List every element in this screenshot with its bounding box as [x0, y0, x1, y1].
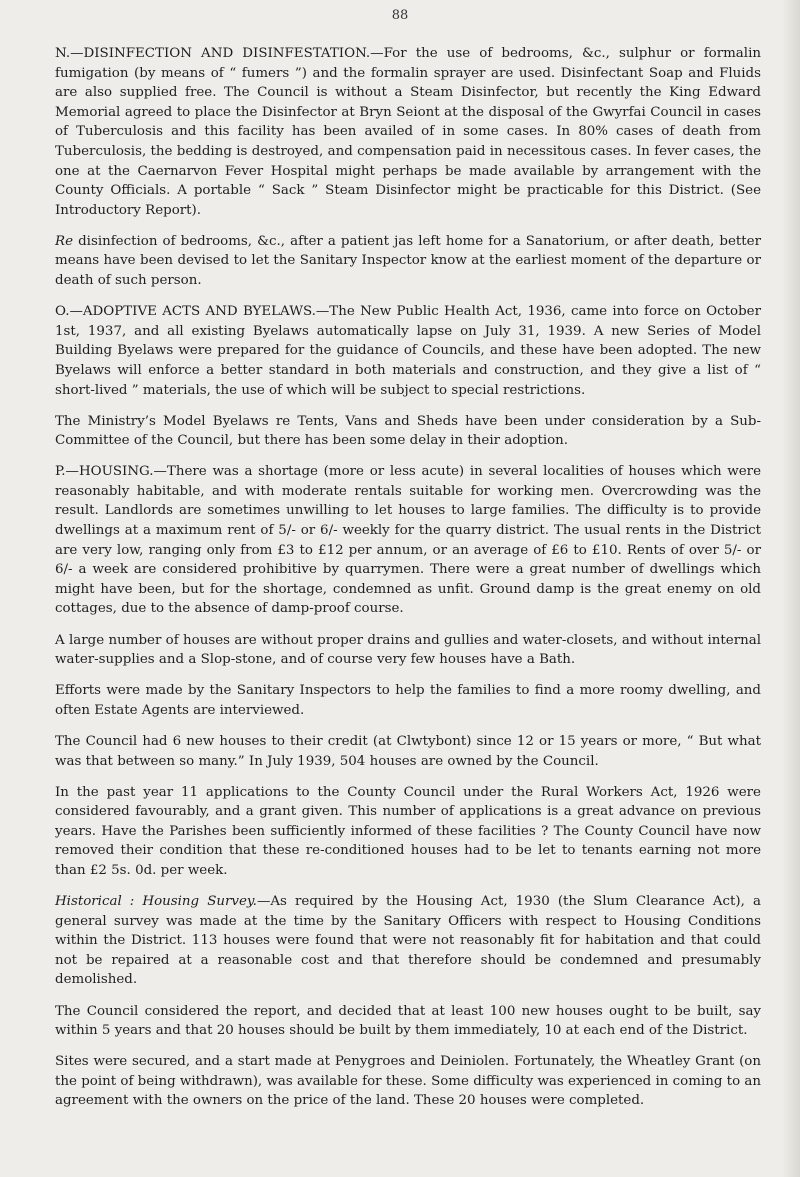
page-number: 88 — [391, 8, 409, 23]
paragraph-housing-survey — [55, 892, 761, 990]
paragraph-housing: P.—HOUSING.—There was a shortage (more or less acute) in several localities of houses which were reasonably habitable, and with moderate rentals suitable for working men. Overcrowding was the result. Landlords are sometimes unwilling to let houses to large families. The difficulty is to provide dwellings at a maximum rent of 5/- or 6/- weekly for the quarry district. The usual rents in the District are very low, ranging only from £3 to £12 per annum, or an average of £6 to £10. Rents of over 5/- or 6/- a week are considered prohibitive by quarrymen. There were a great number of dwellings which might have been, but for the shortage, condemned as unfit. Ground damp is the great enemy on old cottages, due to the absence of damp-proof course. — [55, 464, 761, 617]
paragraph-efforts: Efforts were made by the Sanitary Inspectors to help the families to find a more roomy dwelling, and often Estate Agents are interviewed. — [55, 683, 761, 718]
paragraph-rural-workers-act: In the past year 11 applications to the County Council under the Rural Workers Act, 1926 were considered favourably, and a grant given. This number of applications is a great advance on previous years. Have the Parishes been sufficiently informed of these facilities ? The County Council have now removed their condition that these re-conditioned houses had to be let to tenants earning not more than £2 5s. 0d. per week. — [55, 784, 761, 878]
document-body — [55, 44, 761, 1123]
paragraph-new-houses: The Council had 6 new houses to their credit (at Clwtybont) since 12 or 15 years or more, “ But what was that between so many.” In July 1939, 504 houses are owned by the Council. — [55, 733, 761, 769]
paragraph-drains: A large number of houses are without proper drains and gullies and water-closets, and without internal water-supplies and a Slop-stone, and of course very few houses have a Bath. — [55, 632, 761, 668]
paragraph-sites: Sites were secured, and a start made at Penygroes and Deiniolen. Fortunately, the Wheatley Grant (on the point of being withdrawn), was available for these. Some difficulty was experienced in coming to an agreement with the owners on the price of the land. These 20 houses were completed. — [55, 1054, 761, 1109]
italic-lead-re: Re — [55, 233, 74, 249]
paragraph-model-byelaws: The Ministry’s Model Byelaws re Tents, Vans and Sheds have been under consideration by a Sub-Committee of the Council, but there has been some delay in their adoption. — [55, 413, 761, 449]
paragraph-housing-survey-text: —As required by the Housing Act, 1930 (the Slum Clearance Act), a general survey was made at the time by the Sanitary Officers with respect to Housing Conditions within the District. 113 houses were found that were not reasonably fit for habitation and that could not be repaired at a reasonable cost and that therefore should be condemned and presumably demolished. — [55, 894, 761, 988]
paragraph-adoptive-acts: O.—ADOPTIVE ACTS AND BYELAWS.—The New Public Health Act, 1936, came into force on October 1st, 1937, and all existing Byelaws automatically lapse on July 31, 1939. A new Series of Model Building Byelaws were prepared for the guidance of Councils, and these have been adopted. The new Byelaws will enforce a better standard in both materials and construction, and they give a list of “ short-lived ” materials, the use of which will be subject to special restrictions. — [55, 304, 761, 398]
paragraph-re-disinfection-text: disinfection of bedrooms, &c., after a patient jas left home for a Sanatorium, or after death, better means have been devised to let the Sanitary Inspector know at the earliest moment of the departure or death of such person. — [55, 233, 761, 289]
paragraph-re-disinfection — [55, 232, 761, 291]
page-edge-shadow — [782, 0, 800, 1177]
paragraph-disinfection: N.—DISINFECTION AND DISINFESTATION.—For the use of bedrooms, &c., sulphur or formalin fumigation (by means of “ fumers ”) and the formalin sprayer are used. Disinfectant Soap and Fluids are also supplied free. The Council is without a Steam Disinfector, but recently the King Edward Memorial agreed to place the Disinfector at Bryn Seiont at the disposal of the Gwyrfai Council in cases of Tuberculosis and this facility has been availed of in some cases. In 80% cases of death from Tuberculosis, the bedding is destroyed, and compensation paid in necessitous cases. In fever cases, the one at the Caernarvon Fever Hospital might perhaps be made available by arrangement with the County Officials. A portable “ Sack ” Steam Disinfector might be practicable for this District. (See Introductory Report). — [55, 46, 761, 218]
italic-lead-historical: Historical : Housing Survey. — [55, 894, 257, 910]
paragraph-council-report: The Council considered the report, and decided that at least 100 new houses ought to be built, say within 5 years and that 20 houses should be built by them immediately, 10 at each end of the District. — [55, 1003, 761, 1039]
